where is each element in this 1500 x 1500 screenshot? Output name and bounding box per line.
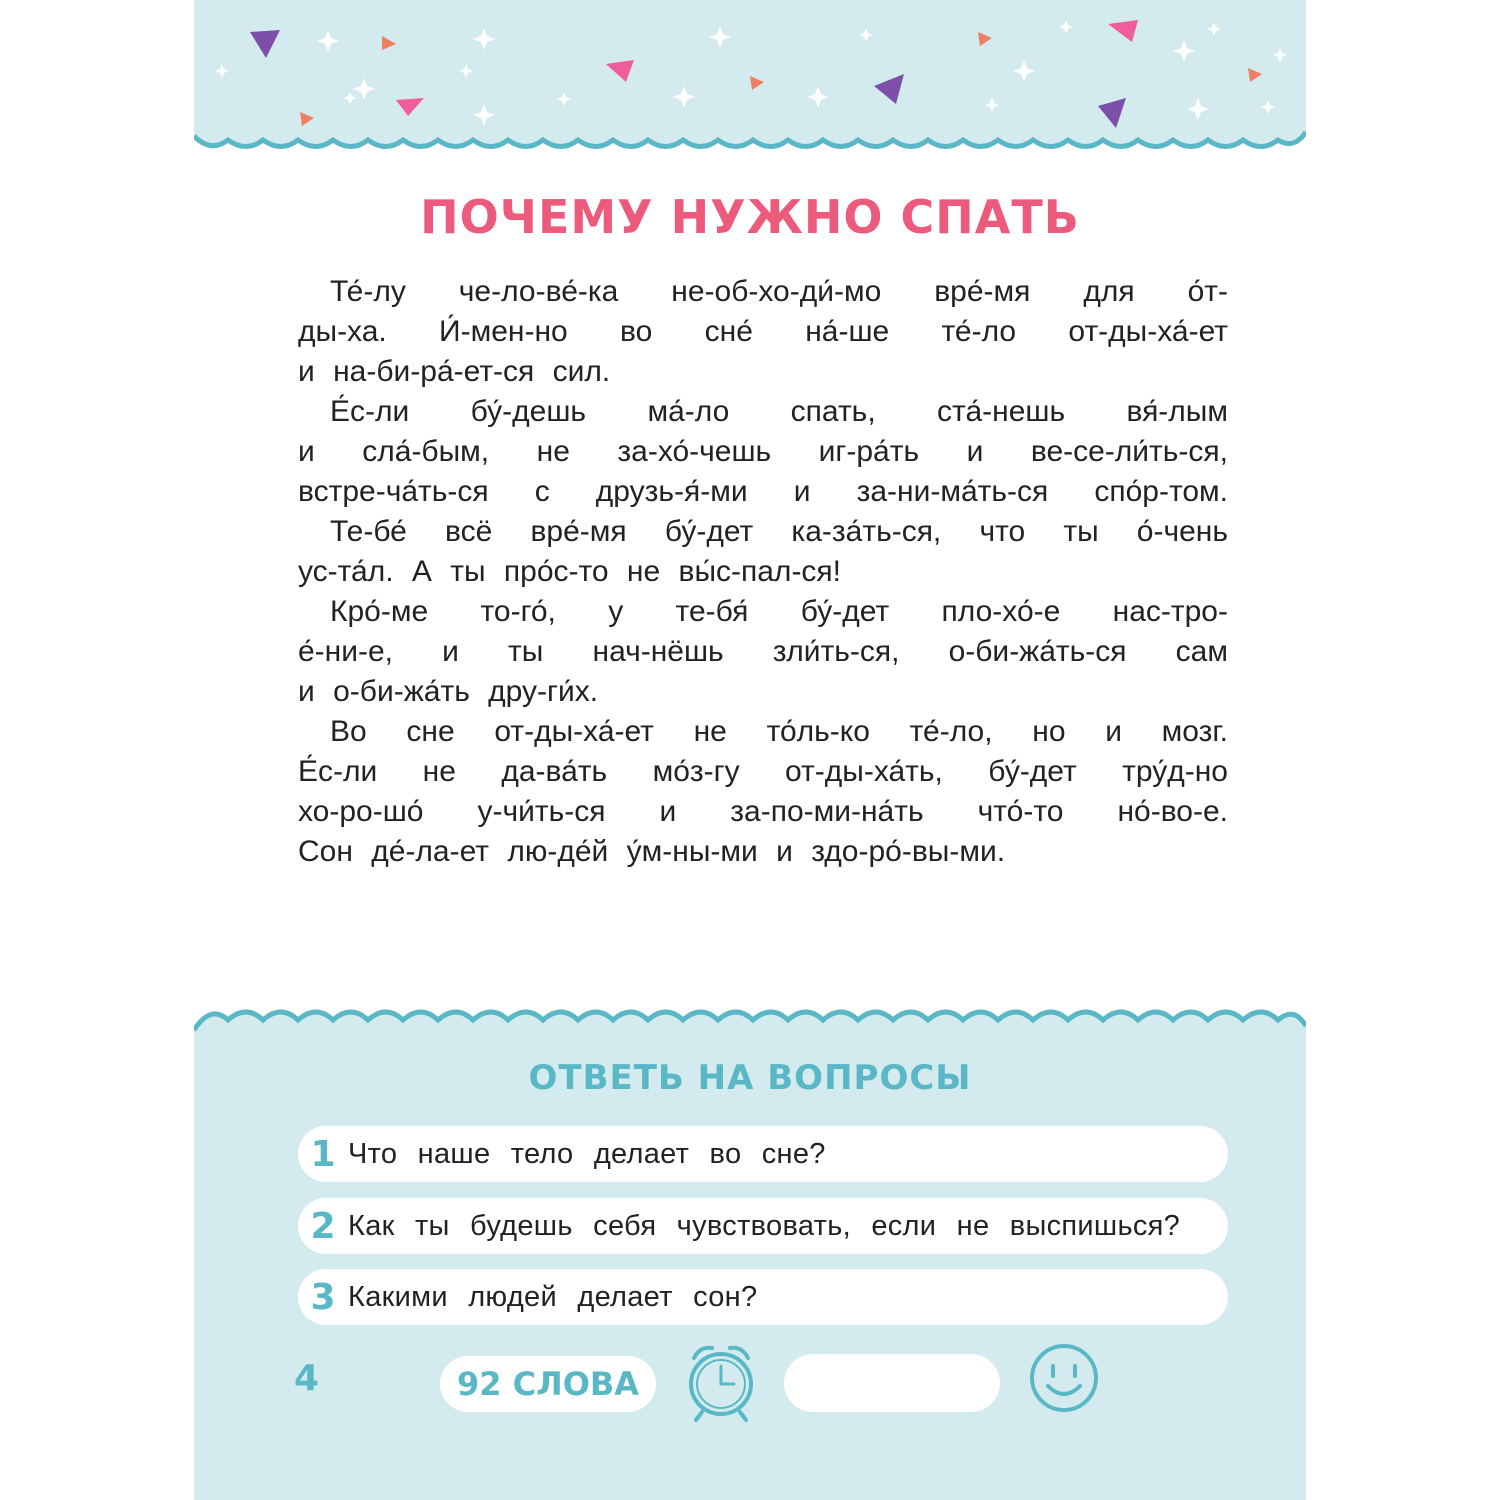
story-line: и на-би-ра́-ет-ся сил. [298, 355, 611, 388]
story-line: и сла́-бым, не за-хо́-чешь иг-ра́ть и ве-се-ли́ть-ся, [298, 435, 1228, 468]
question-text: Как ты будешь себя чувствовать, если не выспишься? [348, 1209, 1181, 1242]
story-line: и о-би-жа́ть дру-ги́х. [298, 675, 599, 708]
question-2 [298, 1198, 1228, 1254]
question-text: Какими людей делает сон? [348, 1280, 758, 1313]
page-title: ПОЧЕМУ НУЖНО СПАТЬ [420, 190, 1080, 244]
story-line: Сон де́-ла-ет лю-де́й у́м-ны-ми и здо-ро́-вы-ми. [298, 835, 1006, 868]
reading-time-field[interactable] [784, 1354, 1000, 1412]
story-line: Е́с-ли не да-ва́ть мо́з-гу от-ды-ха́ть, бу́-дет тру́д-но [298, 755, 1228, 788]
word-count-badge: 92 СЛОВА [440, 1356, 656, 1412]
question-1 [298, 1126, 1228, 1182]
story-line: е́-ни-е, и ты нач-нёшь зли́ть-ся, о-би-жа́ть-ся сам [298, 635, 1228, 668]
question-number: 1 [310, 1133, 336, 1175]
smiley-icon [1028, 1342, 1100, 1414]
decorative-top-band [194, 0, 1306, 160]
questions-title: ОТВЕТЬ НА ВОПРОСЫ [528, 1058, 972, 1098]
story-line: Во сне от-ды-ха́-ет не то́ль-ко те́-ло, но и мозг. [330, 715, 1228, 748]
question-3 [298, 1269, 1228, 1325]
story-line: ды-ха. И́-мен-но во сне́ на́-ше те́-ло от-ды-ха́-ет [298, 315, 1228, 348]
story-line: ус-та́л. А ты про́с-то не вы́с-пал-ся! [298, 555, 842, 588]
workbook-page [194, 0, 1306, 1500]
question-number: 3 [310, 1276, 336, 1318]
story-line: встре-ча́ть-ся с друзь-я́-ми и за-ни-ма́ть-ся спо́р-том. [298, 475, 1228, 508]
story-text [298, 272, 1228, 872]
story-line: Кро́-ме то-го́, у те-бя́ бу́-дет пло-хо́-е нас-тро- [330, 595, 1228, 628]
story-line: Е́с-ли бу́-дешь ма́-ло спать, ста́-нешь вя́-лым [330, 395, 1228, 428]
question-number: 2 [310, 1205, 336, 1247]
story-line: хо-ро-шо́ у-чи́ть-ся и за-по-ми-на́ть что́-то но́-во-е. [298, 795, 1228, 828]
page-number: 4 [294, 1358, 320, 1399]
question-text: Что наше тело делает во сне? [348, 1137, 826, 1170]
alarm-clock-icon [684, 1340, 758, 1422]
story-line: Те́-лу че-ло-ве́-ка не-об-хо-ди́-мо вре́-мя для о́т- [330, 275, 1228, 308]
story-line: Те-бе́ всё вре́-мя бу́-дет ка-за́ть-ся, что ты о́-чень [330, 515, 1228, 548]
